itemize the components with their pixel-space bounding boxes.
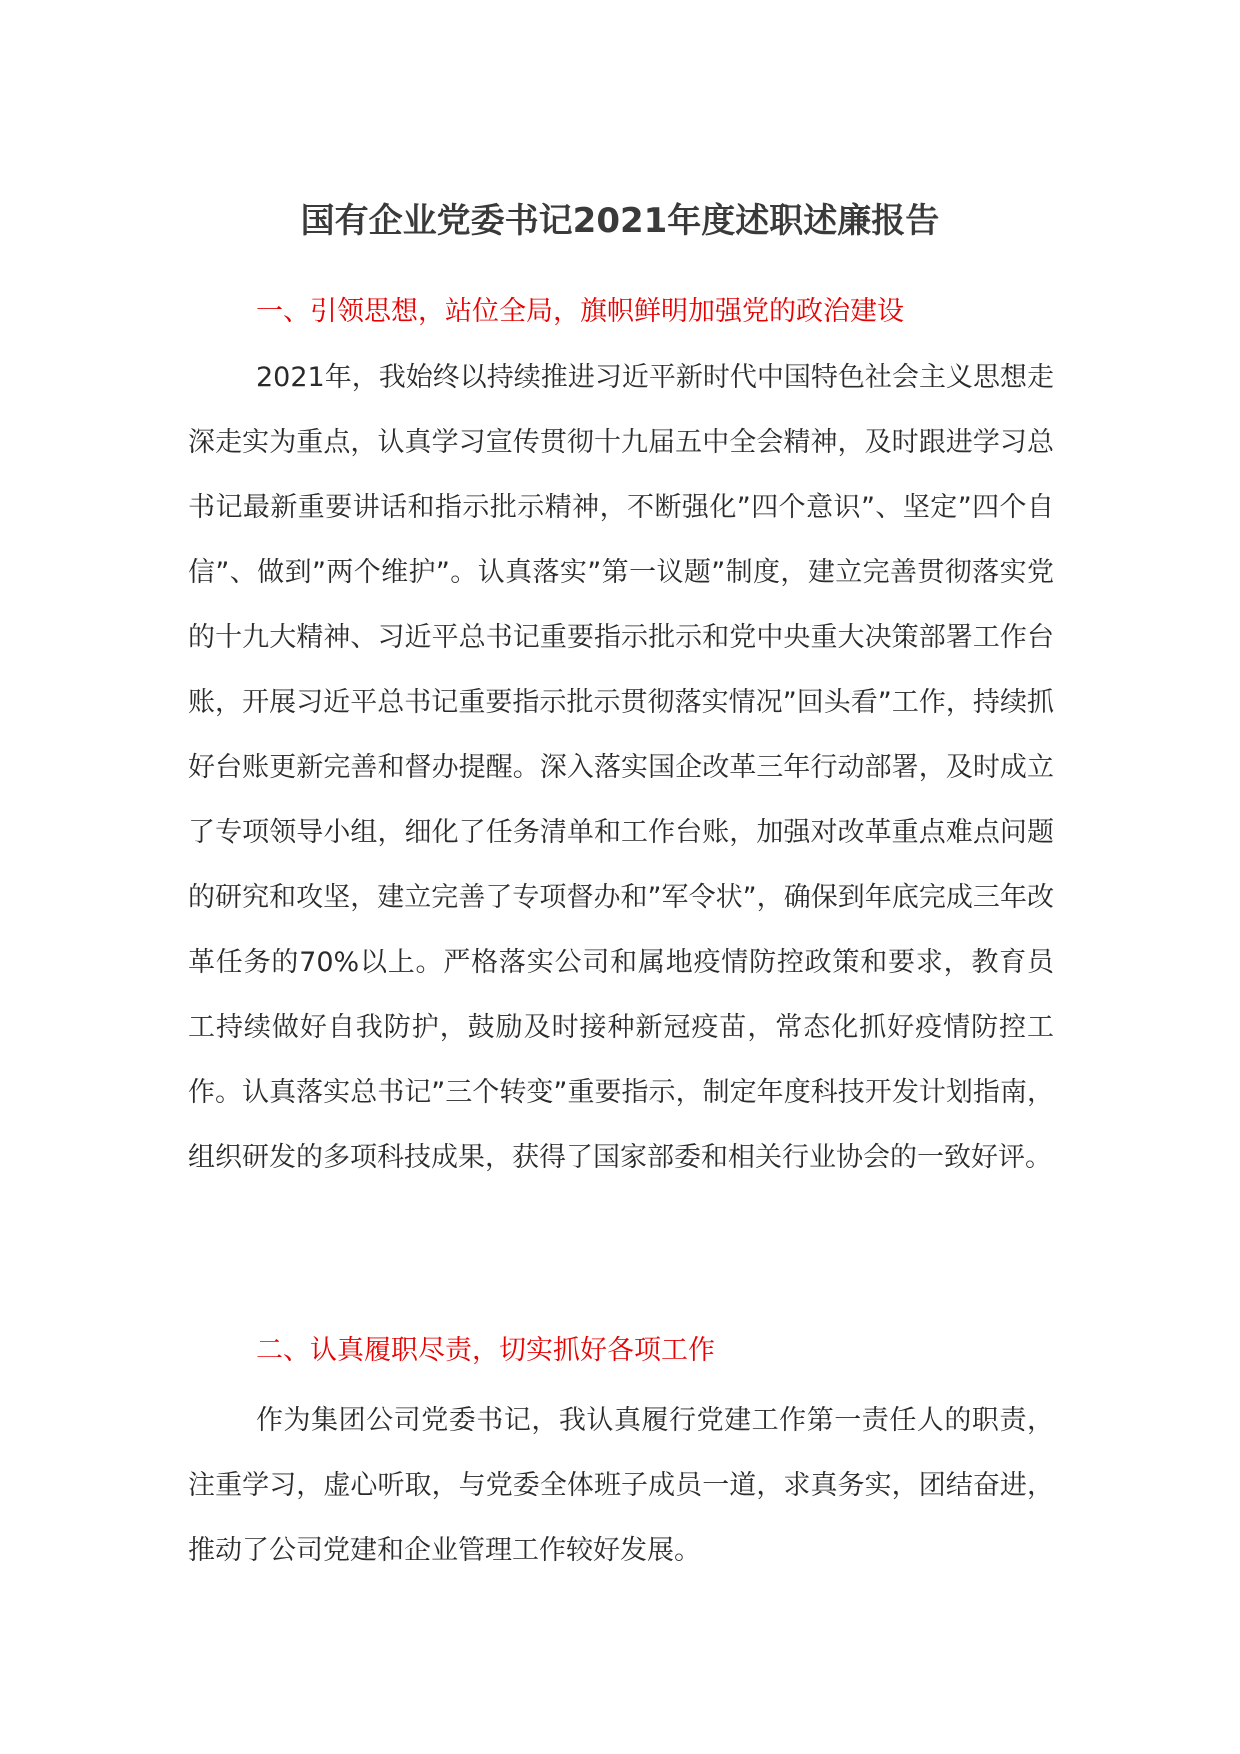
section-heading-1: 一、引领思想，站位全局，旗帜鲜明加强党的政治建设	[256, 296, 904, 327]
document-title: 国有企业党委书记2021年度述职述廉报告	[300, 201, 940, 241]
section-paragraph-1: 2021年，我始终以持续推进习近平新时代中国特色社会主义思想走深走实为重点，认真学习宣传贯彻十九届五中全会精神，及时跟进学习总书记最新重要讲话和指示批示精神，不断强化”四个意识”、坚定”四个自信”、做到”两个维护”。认真落实”第一议题”制度，建立完善贯彻落实党的十九大精神、习近平总书记重要指示批示和党中央重大决策部署工作台账，开展习近平总书记重要指示批示贯彻落实情况”回头看”工作，持续抓好台账更新完善和督办提醒。深入落实国企改革三年行动部署，及时成立了专项领导小组，细化了任务清单和工作台账，加强对改革重点难点问题的研究和攻坚，建立完善了专项督办和”军令状”，确保到年底完成三年改革任务的70%以上。严格落实公司和属地疫情防控政策和要求，教育员工持续做好自我防护，鼓励及时接种新冠疫苗，常态化抓好疫情防控工作。认真落实总书记”三个转变”重要指示，制定年度科技开发计划指南，组织研发的多项科技成果，获得了国家部委和相关行业协会的一致好评。	[188, 362, 1054, 1173]
section-heading-2: 二、认真履职尽责，切实抓好各项工作	[256, 1335, 715, 1366]
section-paragraph-2: 作为集团公司党委书记，我认真履行党建工作第一责任人的职责，注重学习，虚心听取，与党委全体班子成员一道，求真务实，团结奋进，推动了公司党建和企业管理工作较好发展。	[188, 1405, 1054, 1566]
